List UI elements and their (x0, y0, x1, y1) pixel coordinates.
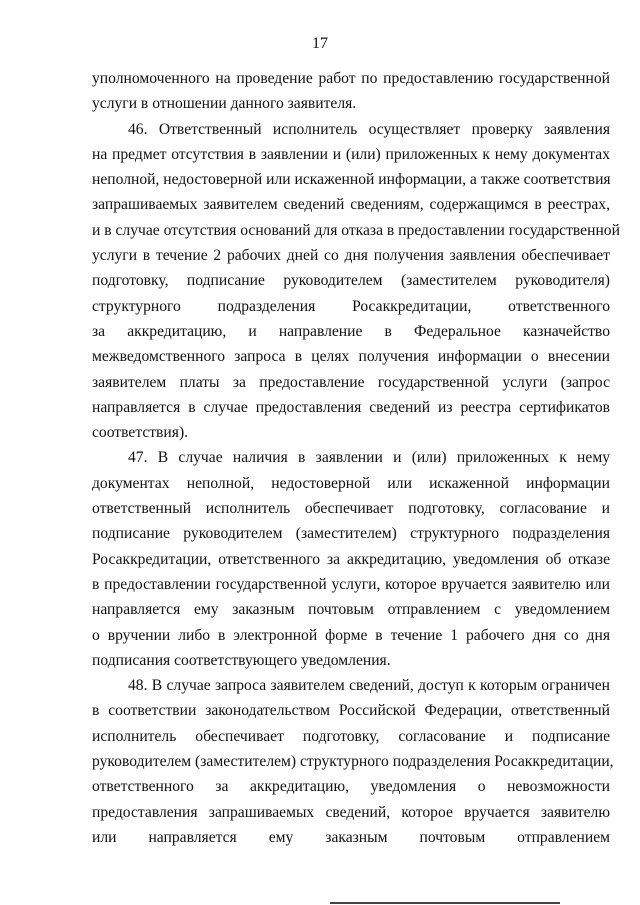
text-line: исполнитель обеспечивает подготовку, согласование и подписание (92, 727, 610, 745)
text-line: запрашиваемых заявителем сведений сведениям, содержащимся в реестрах, (92, 196, 610, 214)
text-line: подписание руководителем (заместителем) структурного подразделения (92, 525, 610, 543)
text-line: на предмет отсутствия в заявлении и (или) приложенных к нему документах (92, 145, 610, 163)
text-line: или направляется ему заказным почтовым отправлением (92, 828, 610, 846)
text-line: 48. В случае запроса заявителем сведений, доступ к которым ограничен (128, 677, 610, 695)
text-line: ответственного за аккредитацию, уведомления о невозможности (92, 778, 610, 796)
text-line: направляется в случае предоставления сведений из реестра сертификатов (92, 398, 610, 416)
text-line: межведомственного запроса в целях получения информации о внесении (92, 348, 610, 366)
text-line: 47. В случае наличия в заявлении и (или) приложенных к нему (128, 449, 610, 467)
text-line: о вручении либо в электронной форме в течение 1 рабочего дня со дня (92, 626, 610, 644)
paragraph (92, 66, 610, 117)
text-line: структурного подразделения Росаккредитации, ответственного (92, 297, 610, 315)
text-line: подготовку, подписание руководителем (заместителем руководителя) (92, 272, 610, 290)
text-line: направляется ему заказным почтовым отправлением с уведомлением (92, 601, 610, 619)
text-line: уполномоченного на проведение работ по предоставлению государственной (92, 70, 610, 87)
page-number: 17 (312, 35, 328, 52)
paragraph (92, 673, 614, 850)
text-line: руководителем (заместителем) структурного подразделения Росаккредитации, (92, 753, 614, 771)
text-line: неполной, недостоверной или искаженной информации, а также соответствия (92, 171, 611, 189)
text-line: в соответствии законодательством Российской Федерации, ответственный (92, 702, 610, 720)
text-line: услуги в отношении данного заявителя. (92, 95, 357, 113)
text-line: заявителем платы за предоставление государственной услуги (запрос (92, 373, 610, 391)
document-body (92, 66, 620, 850)
text-line: документах неполной, недостоверной или искаженной информации (92, 474, 610, 492)
paragraph (92, 117, 620, 446)
text-line: и в случае отсутствия оснований для отказа в предоставлении государственной (92, 221, 620, 239)
text-line: Росаккредитации, ответственного за аккредитацию, уведомления об отказе (92, 550, 610, 568)
scan-edge-line (330, 902, 560, 904)
text-line: соответствия). (92, 424, 189, 442)
text-line: предоставления запрашиваемых сведений, которое вручается заявителю (92, 803, 610, 821)
text-line: подписания соответствующего уведомления. (92, 651, 391, 669)
text-line: ответственный исполнитель обеспечивает подготовку, согласование и (92, 500, 610, 518)
text-line: услуги в течение 2 рабочих дней со дня получения заявления обеспечивает (92, 247, 610, 265)
paragraph (92, 445, 610, 673)
text-line: за аккредитацию, и направление в Федеральное казначейство (92, 322, 610, 340)
text-line: 46. Ответственный исполнитель осуществляет проверку заявления (128, 120, 610, 138)
text-line: в предоставлении государственной услуги, которое вручается заявителю или (92, 575, 610, 593)
